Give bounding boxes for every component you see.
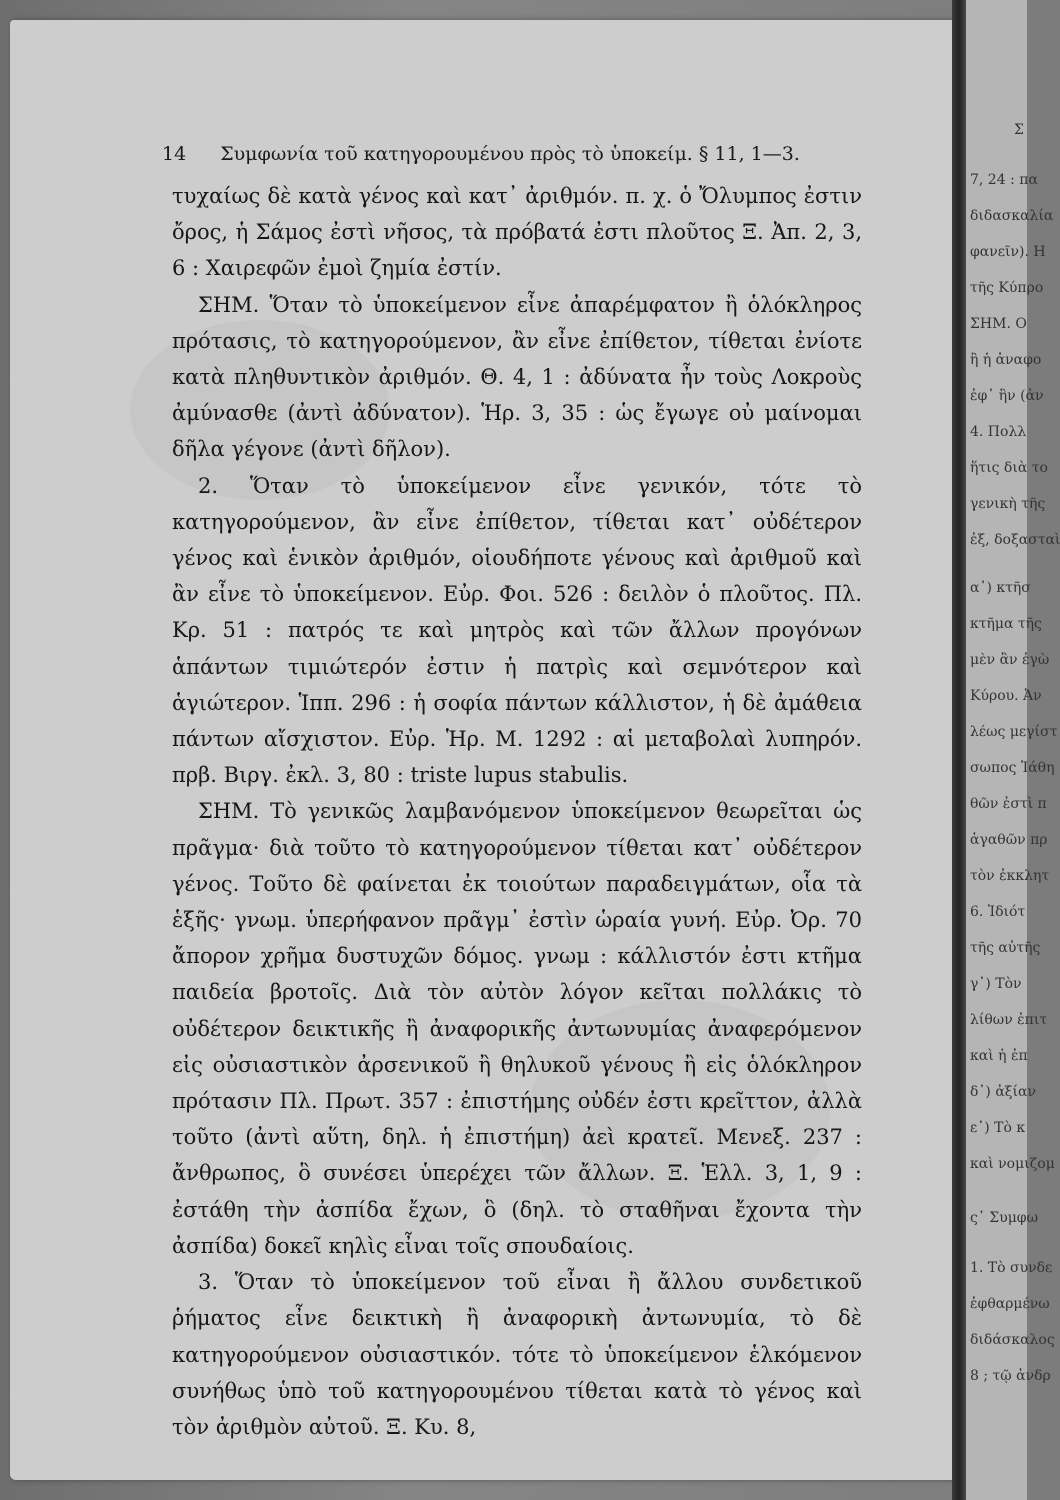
adjacent-page-fragment: 6. Ἰδιότ [970, 904, 1026, 920]
adjacent-page-fragment: ἀγαθῶν πρ [970, 832, 1048, 848]
adjacent-page-fragment: ς᾽ Συμφω [970, 1210, 1039, 1226]
adjacent-page-fragment: μὲν ἂν ἐγὼ [970, 652, 1050, 668]
adjacent-page-fragment: καὶ ἡ ἐπ [970, 1048, 1028, 1064]
adjacent-page-fragment: Σ [1014, 122, 1024, 138]
adjacent-page-fragment: ε᾽) Τὸ κ [970, 1120, 1026, 1136]
adjacent-page [966, 0, 1060, 1500]
paragraph-note: ΣΗΜ. Τὸ γενικῶς λαμβανόμενον ὑποκείμενον θεωρεῖται ὡς πρᾶγμα· διὰ τοῦτο τὸ κατηγορούμενον τίθεται κατ᾽ οὐδέτερον γένος. Τοῦτο δὲ φαίνεται ἐκ τοιούτων παραδειγμάτων, οἷα τὰ ἑξῆς· γνωμ. ὑπερήφανον πρᾶγμ᾽ ἐστὶν ὡραία γυνή. Εὐρ. Ὀρ. 70 ἄπορον χρῆμα δυστυχῶν δόμος. γνωμ : κάλλιστόν ἐστι κτῆμα παιδεία βροτοῖς. Διὰ τὸν αὐτὸν λόγον κεῖται πολλάκις τὸ οὐδέτερον δεικτικῆς ἢ ἀναφορικῆς ἀντωνυμίας ἀναφερόμενον εἰς οὐσιαστικὸν ἀρσενικοῦ ἢ θηλυκοῦ γένους ἢ εἰς ὁλόκληρον πρότασιν Πλ. Πρωτ. 357 : ἐπιστήμης οὐδέν ἐστι κρεῖττον, ἀλλὰ τοῦτο (ἀντὶ αὕτη, δηλ. ἡ ἐπιστήμη) ἀεὶ κρατεῖ. Μενεξ. 237 : ἄνθρωπος, ὃ συνέσει ὑπερέχει τῶν ἄλλων. Ξ. Ἑλλ. 3, 1, 9 : ἐστάθη τὴν ἀσπίδα ἔχων, ὃ (δηλ. τὸ σταθῆναι ἔχοντα τὴν ἀσπίδα) δοκεῖ κηλὶς εἶναι τοῖς σπουδαίοις. [172, 799, 862, 1258]
adjacent-page-fragment: 1. Τὸ συνδε [970, 1260, 1053, 1276]
adjacent-page-fragment: φανεῖν). Η [970, 244, 1046, 260]
running-header [162, 143, 800, 165]
adjacent-page-fragment: ἐξ, δοξασταὶ [970, 532, 1060, 548]
adjacent-page-fragment: τῆς Κύπρο [970, 280, 1044, 296]
adjacent-page-fragment: διδάσκαλος [970, 1332, 1055, 1348]
adjacent-page-fragment: γενικὴ τῆς [970, 496, 1046, 512]
paragraph-continuation: τυχαίως δὲ κατὰ γένος καὶ κατ᾽ ἀριθμόν. π. χ. ὁ Ὄλυμπος ἐστιν ὄρος, ἡ Σάμος ἐστὶ νῆσος, τὰ πρόβατά ἐστι πλοῦτος Ξ. Ἀπ. 2, 3, 6 : Χαιρεφῶν ἐμοὶ ζημία ἐστίν. [172, 184, 862, 281]
page-body [172, 178, 862, 1445]
adjacent-page-fragment: ἐφθαρμένω [970, 1296, 1050, 1312]
adjacent-page-fragment: ἐφ᾽ ἣν (ἀν [970, 388, 1044, 404]
adjacent-page-fragment: θῶν ἐστὶ π [970, 796, 1047, 812]
page-number: 14 [162, 143, 187, 165]
adjacent-page-fragment: τῆς αὐτῆς [970, 940, 1041, 956]
adjacent-page-fragment: 4. Πολλ [970, 424, 1027, 440]
adjacent-page-fragment: διδασκαλία [970, 208, 1054, 224]
adjacent-page-fragment: γ᾽) Τὸν [970, 976, 1022, 992]
adjacent-page-fragment: ΣΗΜ. Ο [970, 316, 1027, 332]
adjacent-page-fragment: 7, 24 : πα [970, 172, 1038, 188]
adjacent-page-fragment: ἢ ἡ ἀναφο [970, 352, 1042, 368]
paragraph-note: ΣΗΜ. Ὅταν τὸ ὑποκείμενον εἶνε ἀπαρέμφατον ἢ ὁλόκληρος πρότασις, τὸ κατηγορούμενον, ἂν εἶνε ἐπίθετον, τίθεται ἐνίοτε κατὰ πληθυντικὸν ἀριθμόν. Θ. 4, 1 : ἀδύνατα ἦν τοὺς Λοκροὺς ἀμύνασθε (ἀντὶ ἀδύνατον). Ἡρ. 3, 35 : ὡς ἔγωγε οὐ μαίνομαι δῆλα γέγονε (ἀντὶ δῆλον). [172, 292, 862, 462]
running-title: Συμφωνία τοῦ κατηγορουμένου πρὸς τὸ ὑποκείμ. § 11, 1—3. [220, 143, 800, 165]
adjacent-page-fragment: δ᾽) ἀξίαν [970, 1084, 1036, 1100]
adjacent-page-fragment: λίθων ἐπιτ [970, 1012, 1048, 1028]
adjacent-page-fragment: 8 ; τῷ ἀνδρ [970, 1368, 1051, 1384]
paragraph-rule-3: 3. Ὅταν τὸ ὑποκείμενον τοῦ εἶναι ἢ ἄλλου συνδετικοῦ ῥήματος εἶνε δεικτικὴ ἢ ἀναφορικὴ ἀντωνυμία, τὸ δὲ κατηγορούμενον οὐσιαστικόν. τότε τὸ ὑποκείμενον ἑλκόμενον συνήθως ὑπὸ τοῦ κατηγορουμένου τίθεται κατὰ τὸ γένος καὶ τὸν ἀριθμὸν αὐτοῦ. Ξ. Κυ. 8, [172, 1270, 862, 1439]
adjacent-page-fragment: καὶ νομιζομ [970, 1156, 1055, 1172]
adjacent-page-fragment: σωπος Ἰάθη [970, 760, 1055, 776]
adjacent-page-fragment: τὸν ἐκκλητ [970, 868, 1050, 884]
adjacent-page-fragment: λέως μεγίστ [970, 724, 1058, 740]
adjacent-page-fragment: ἥτις διὰ το [970, 460, 1048, 476]
adjacent-page-fragment: κτῆμα τῆς [970, 616, 1042, 632]
paragraph-rule-2: 2. Ὅταν τὸ ὑποκείμενον εἶνε γενικόν, τότε τὸ κατηγορούμενον, ἂν εἶνε ἐπίθετον, τίθεται κατ᾽ οὐδέτερον γένος καὶ ἑνικὸν ἀριθμόν, οἱουδήποτε γένους καὶ ἀριθμοῦ καὶ ἂν εἶνε τὸ ὑποκείμενον. Εὐρ. Φοι. 526 : δειλὸν ὁ πλοῦτος. Πλ. Κρ. 51 : πατρός τε καὶ μητρὸς καὶ τῶν ἄλλων προγόνων ἁπάντων τιμιώτερόν ἐστιν ἡ πατρὶς καὶ σεμνότερον καὶ ἁγιώτερον. Ἱππ. 296 : ἡ σοφία πάντων κάλλιστον, ἡ δὲ ἀμάθεια πάντων αἴσχιστον. Εὐρ. Ἡρ. Μ. 1292 : αἱ μεταβολαὶ λυπηρόν. πρβ. Βιργ. ἐκλ. 3, 80 : triste lupus stabulis. [172, 473, 862, 788]
book-gutter [952, 0, 966, 1500]
adjacent-page-fragment: Κύρου. Ἀν [970, 688, 1042, 704]
adjacent-page-fragment: α᾽) κτῆσ [970, 580, 1031, 596]
